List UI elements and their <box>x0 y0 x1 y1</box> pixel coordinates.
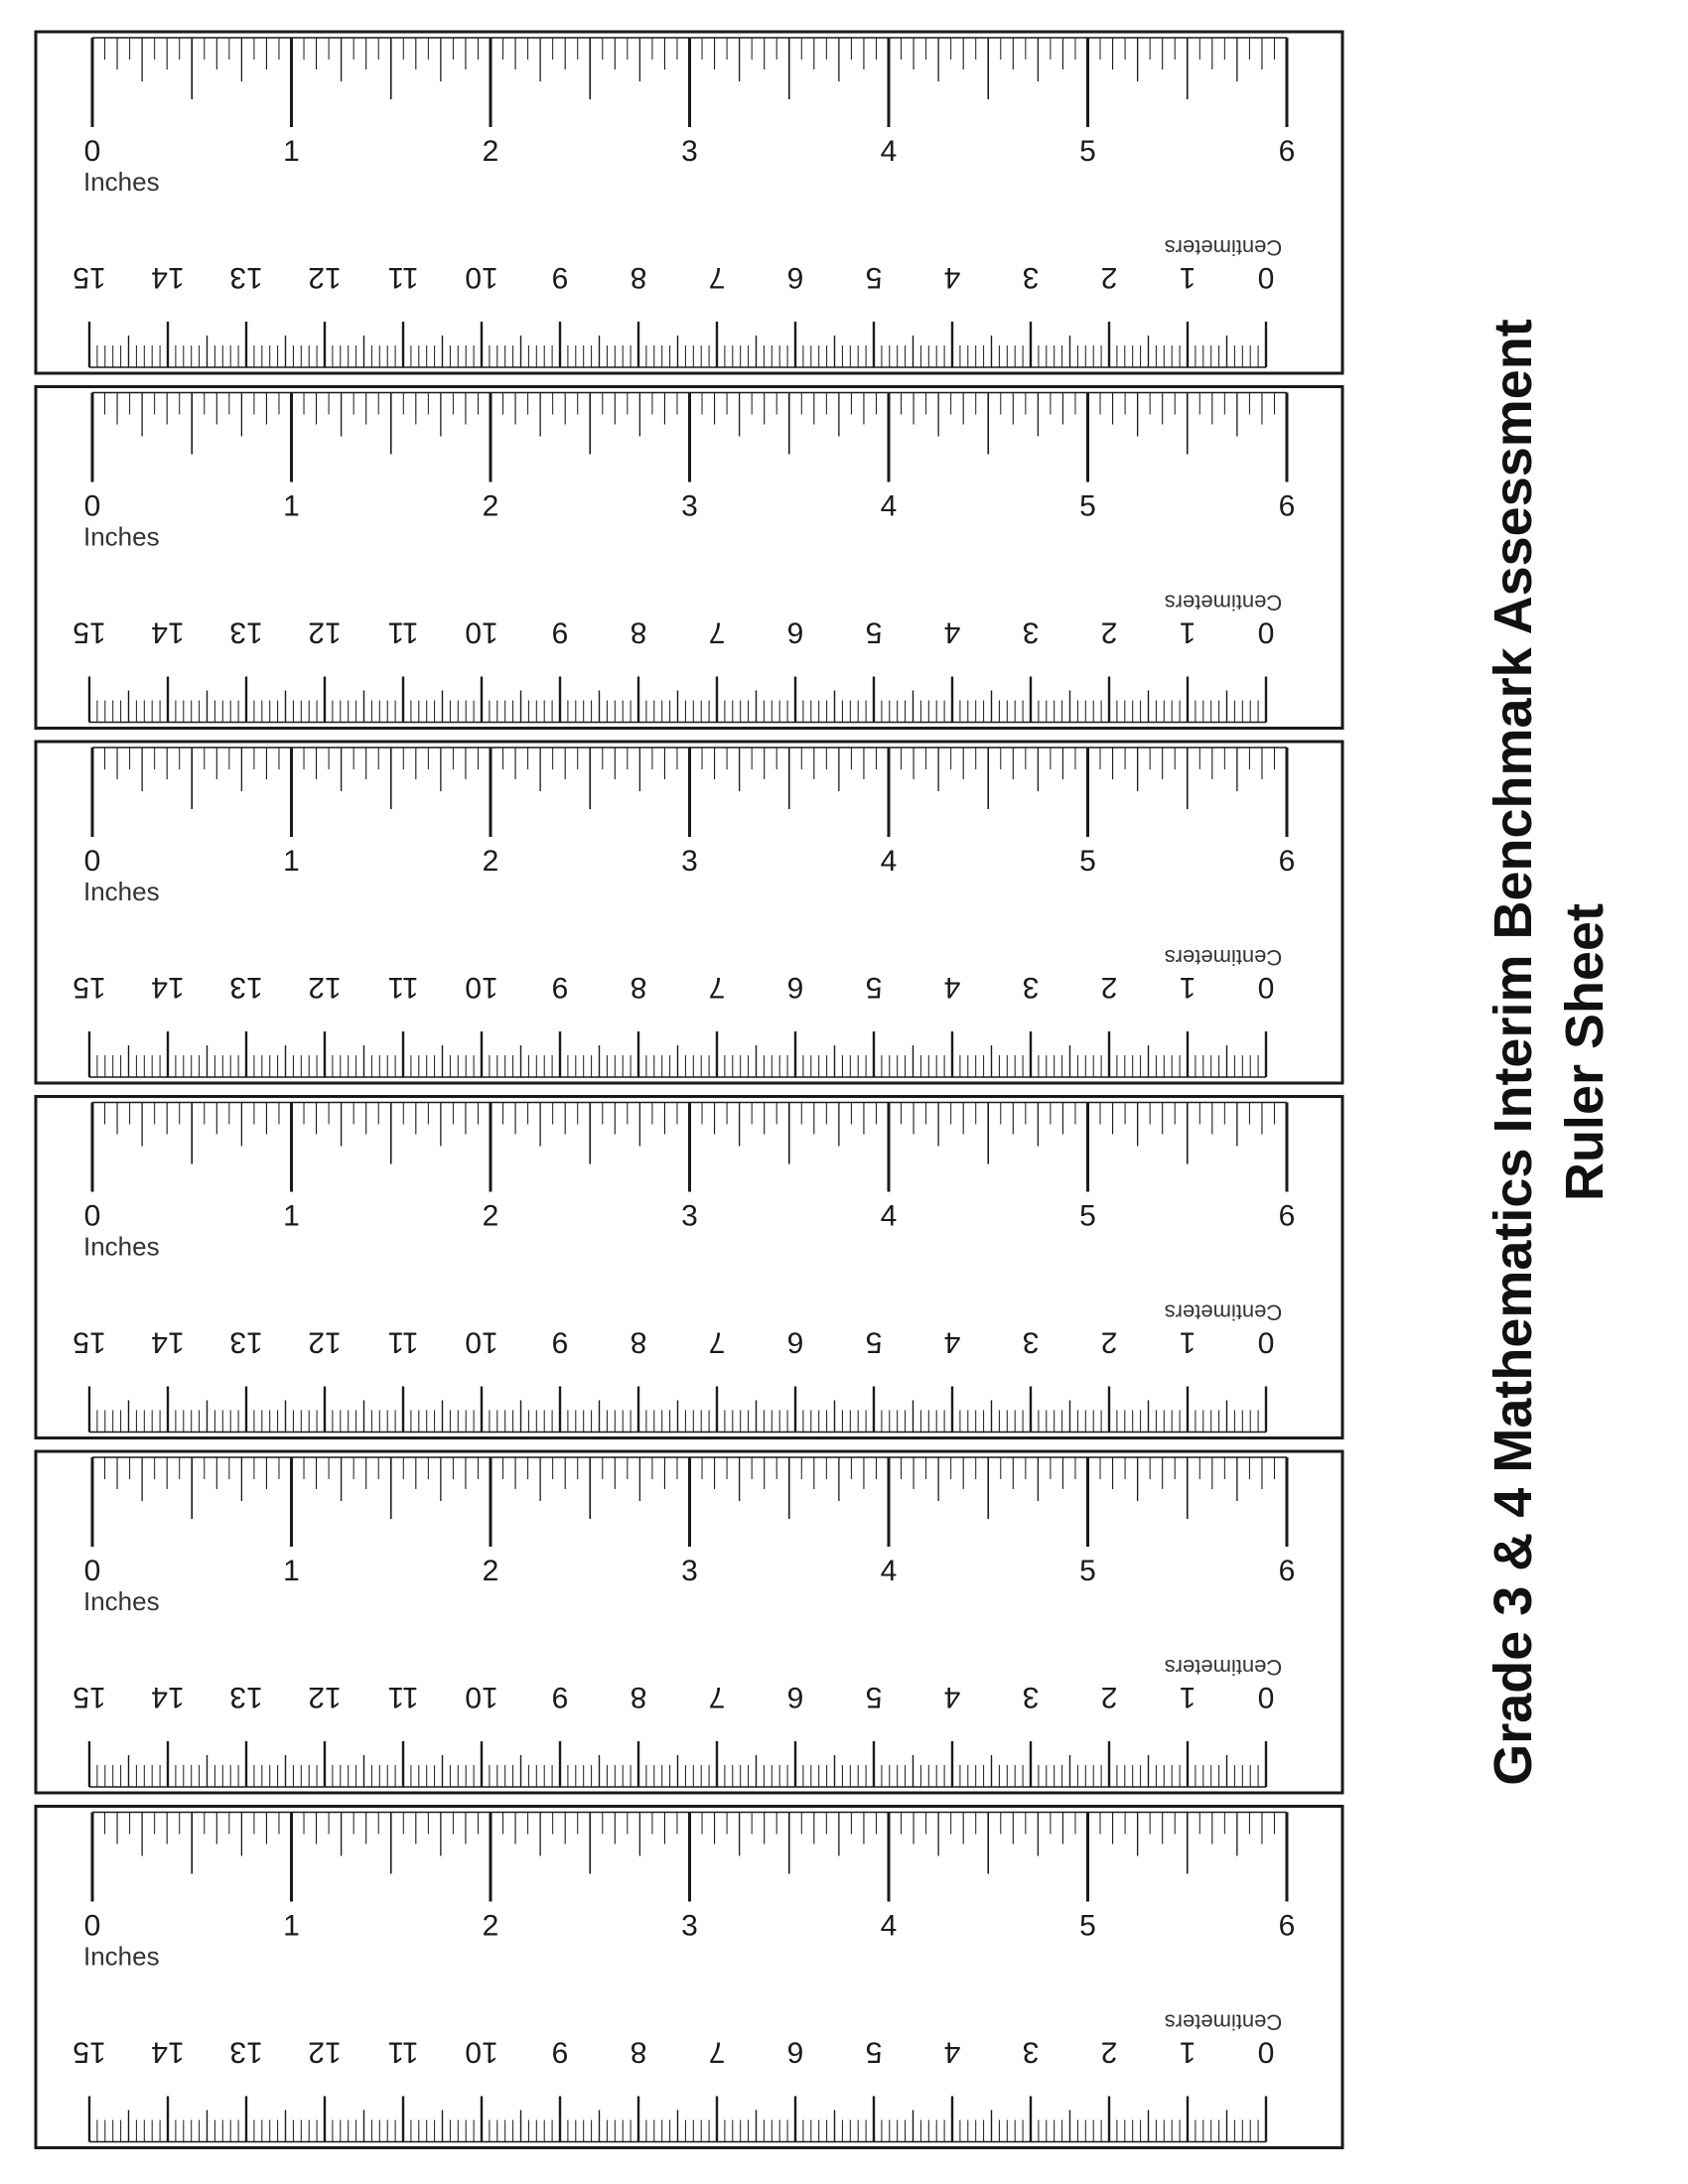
centimeters-label: Centimeters <box>1164 1299 1283 1325</box>
cm-number: 13 <box>229 615 263 649</box>
cm-number: 0 <box>1257 2035 1275 2069</box>
inch-number: 1 <box>283 1909 300 1943</box>
cm-number: 15 <box>72 261 106 294</box>
cm-number: 4 <box>943 261 961 294</box>
inch-number: 3 <box>681 489 698 523</box>
cm-number: 7 <box>708 1325 726 1359</box>
inch-number: 0 <box>83 1199 101 1233</box>
cm-number: 11 <box>387 971 419 1004</box>
cm-number: 7 <box>708 261 726 294</box>
inch-number: 6 <box>1278 1909 1296 1943</box>
cm-number: 14 <box>151 261 185 294</box>
cm-number: 0 <box>1257 971 1275 1004</box>
cm-number: 5 <box>865 971 883 1004</box>
cm-number: 13 <box>229 2035 263 2069</box>
inch-number: 1 <box>283 489 300 523</box>
cm-number: 7 <box>708 1681 726 1713</box>
inch-number: 6 <box>1278 1199 1296 1233</box>
ruler <box>36 387 1342 729</box>
inch-number: 5 <box>1079 845 1096 878</box>
cm-number: 11 <box>387 2035 419 2069</box>
inches-label: Inches <box>83 1941 160 1972</box>
cm-number: 0 <box>1257 1325 1275 1359</box>
cm-number: 2 <box>1100 261 1118 294</box>
inch-number: 0 <box>83 1909 101 1943</box>
cm-number: 15 <box>72 1681 106 1713</box>
cm-number: 8 <box>630 2035 647 2069</box>
cm-number: 13 <box>229 971 263 1004</box>
inch-number: 2 <box>482 135 499 168</box>
inch-number: 2 <box>482 1909 499 1943</box>
cm-number: 15 <box>72 971 106 1004</box>
cm-number: 2 <box>1100 1325 1118 1359</box>
cm-number: 10 <box>465 261 498 294</box>
inch-number: 3 <box>681 1909 698 1943</box>
cm-number: 0 <box>1257 615 1275 649</box>
inch-number: 5 <box>1079 489 1096 523</box>
cm-number: 15 <box>72 615 106 649</box>
cm-number: 3 <box>1022 615 1040 649</box>
cm-number: 4 <box>943 971 961 1004</box>
inch-number: 4 <box>880 1909 898 1943</box>
inch-number: 4 <box>880 845 898 878</box>
inch-number: 5 <box>1079 1199 1096 1233</box>
inch-number: 0 <box>83 135 101 168</box>
cm-number: 9 <box>551 1681 569 1713</box>
cm-number: 1 <box>1179 615 1196 649</box>
cm-number: 8 <box>630 615 647 649</box>
cm-number: 1 <box>1179 1325 1196 1359</box>
inch-number: 1 <box>283 845 300 878</box>
inch-number: 2 <box>482 489 499 523</box>
cm-number: 9 <box>551 615 569 649</box>
inches-label: Inches <box>83 167 160 197</box>
cm-number: 4 <box>943 1325 961 1359</box>
cm-number: 7 <box>708 2035 726 2069</box>
inch-number: 4 <box>880 489 898 523</box>
inch-number: 5 <box>1079 135 1096 168</box>
cm-number: 1 <box>1179 2035 1196 2069</box>
cm-number: 7 <box>708 615 726 649</box>
inch-number: 1 <box>283 1555 300 1587</box>
cm-number: 3 <box>1022 2035 1040 2069</box>
cm-number: 13 <box>229 1681 263 1713</box>
inch-number: 3 <box>681 1555 698 1587</box>
cm-number: 0 <box>1257 1681 1275 1713</box>
centimeters-label: Centimeters <box>1164 2009 1283 2035</box>
cm-number: 9 <box>551 261 569 294</box>
cm-number: 12 <box>308 971 342 1004</box>
cm-number: 3 <box>1022 1325 1040 1359</box>
cm-number: 2 <box>1100 615 1118 649</box>
cm-number: 3 <box>1022 971 1040 1004</box>
cm-number: 14 <box>151 615 185 649</box>
centimeters-label: Centimeters <box>1164 945 1283 970</box>
sheet-subtitle: Ruler Sheet <box>1555 902 1615 1202</box>
cm-number: 14 <box>151 1325 185 1359</box>
cm-number: 6 <box>786 261 804 294</box>
cm-number: 12 <box>308 615 342 649</box>
inch-number: 5 <box>1079 1909 1096 1943</box>
cm-number: 3 <box>1022 261 1040 294</box>
inch-number: 1 <box>283 1199 300 1233</box>
ruler <box>36 1807 1342 2148</box>
cm-number: 9 <box>551 1325 569 1359</box>
cm-number: 12 <box>308 261 342 294</box>
cm-number: 13 <box>229 1325 263 1359</box>
cm-number: 6 <box>786 971 804 1004</box>
cm-number: 10 <box>465 1681 498 1713</box>
cm-number: 4 <box>943 1681 961 1713</box>
sheet-title: Grade 3 & 4 Mathematics Interim Benchmark Assessment <box>1483 319 1543 1786</box>
inches-label: Inches <box>83 1231 160 1262</box>
cm-number: 6 <box>786 615 804 649</box>
cm-number: 5 <box>865 2035 883 2069</box>
cm-number: 3 <box>1022 1681 1040 1713</box>
cm-number: 4 <box>943 615 961 649</box>
title-block <box>1470 40 1628 2065</box>
cm-number: 4 <box>943 2035 961 2069</box>
cm-number: 11 <box>387 1325 419 1359</box>
cm-number: 2 <box>1100 971 1118 1004</box>
cm-number: 10 <box>465 615 498 649</box>
inch-number: 6 <box>1278 1555 1296 1587</box>
inch-number: 6 <box>1278 845 1296 878</box>
cm-number: 14 <box>151 2035 185 2069</box>
cm-number: 8 <box>630 261 647 294</box>
inch-number: 3 <box>681 845 698 878</box>
cm-number: 6 <box>786 2035 804 2069</box>
cm-number: 2 <box>1100 1681 1118 1713</box>
inch-number: 5 <box>1079 1555 1096 1587</box>
inch-number: 0 <box>83 1555 101 1587</box>
cm-number: 11 <box>387 615 419 649</box>
cm-number: 5 <box>865 1325 883 1359</box>
cm-number: 7 <box>708 971 726 1004</box>
cm-number: 6 <box>786 1681 804 1713</box>
centimeters-label: Centimeters <box>1164 235 1283 260</box>
cm-number: 15 <box>72 2035 106 2069</box>
inch-number: 2 <box>482 1199 499 1233</box>
cm-number: 10 <box>465 971 498 1004</box>
inches-label: Inches <box>83 1586 160 1616</box>
inch-number: 0 <box>83 845 101 878</box>
cm-number: 5 <box>865 261 883 294</box>
cm-number: 12 <box>308 2035 342 2069</box>
cm-number: 11 <box>387 1681 419 1713</box>
cm-number: 5 <box>865 615 883 649</box>
centimeters-label: Centimeters <box>1164 590 1283 615</box>
centimeters-label: Centimeters <box>1164 1655 1283 1680</box>
cm-number: 2 <box>1100 2035 1118 2069</box>
cm-number: 10 <box>465 1325 498 1359</box>
inch-number: 4 <box>880 1555 898 1587</box>
cm-number: 8 <box>630 1325 647 1359</box>
cm-number: 14 <box>151 1681 185 1713</box>
cm-number: 0 <box>1257 261 1275 294</box>
cm-number: 15 <box>72 1325 106 1359</box>
ruler <box>36 32 1342 373</box>
cm-number: 1 <box>1179 261 1196 294</box>
ruler <box>36 1451 1342 1793</box>
inch-number: 0 <box>83 489 101 523</box>
cm-number: 12 <box>308 1325 342 1359</box>
inch-number: 4 <box>880 135 898 168</box>
cm-number: 11 <box>387 261 419 294</box>
inches-label: Inches <box>83 877 160 906</box>
ruler <box>36 1097 1342 1438</box>
inch-number: 3 <box>681 1199 698 1233</box>
cm-number: 10 <box>465 2035 498 2069</box>
ruler <box>36 742 1342 1083</box>
cm-number: 14 <box>151 971 185 1004</box>
inch-number: 2 <box>482 1555 499 1587</box>
inch-number: 3 <box>681 135 698 168</box>
inch-number: 6 <box>1278 489 1296 523</box>
inch-number: 6 <box>1278 135 1296 168</box>
cm-number: 5 <box>865 1681 883 1713</box>
inch-number: 2 <box>482 845 499 878</box>
inch-number: 1 <box>283 135 300 168</box>
cm-number: 8 <box>630 1681 647 1713</box>
cm-number: 1 <box>1179 1681 1196 1713</box>
cm-number: 1 <box>1179 971 1196 1004</box>
cm-number: 9 <box>551 971 569 1004</box>
inch-number: 4 <box>880 1199 898 1233</box>
cm-number: 6 <box>786 1325 804 1359</box>
cm-number: 13 <box>229 261 263 294</box>
cm-number: 8 <box>630 971 647 1004</box>
cm-number: 9 <box>551 2035 569 2069</box>
inches-label: Inches <box>83 521 160 552</box>
cm-number: 12 <box>308 1681 342 1713</box>
